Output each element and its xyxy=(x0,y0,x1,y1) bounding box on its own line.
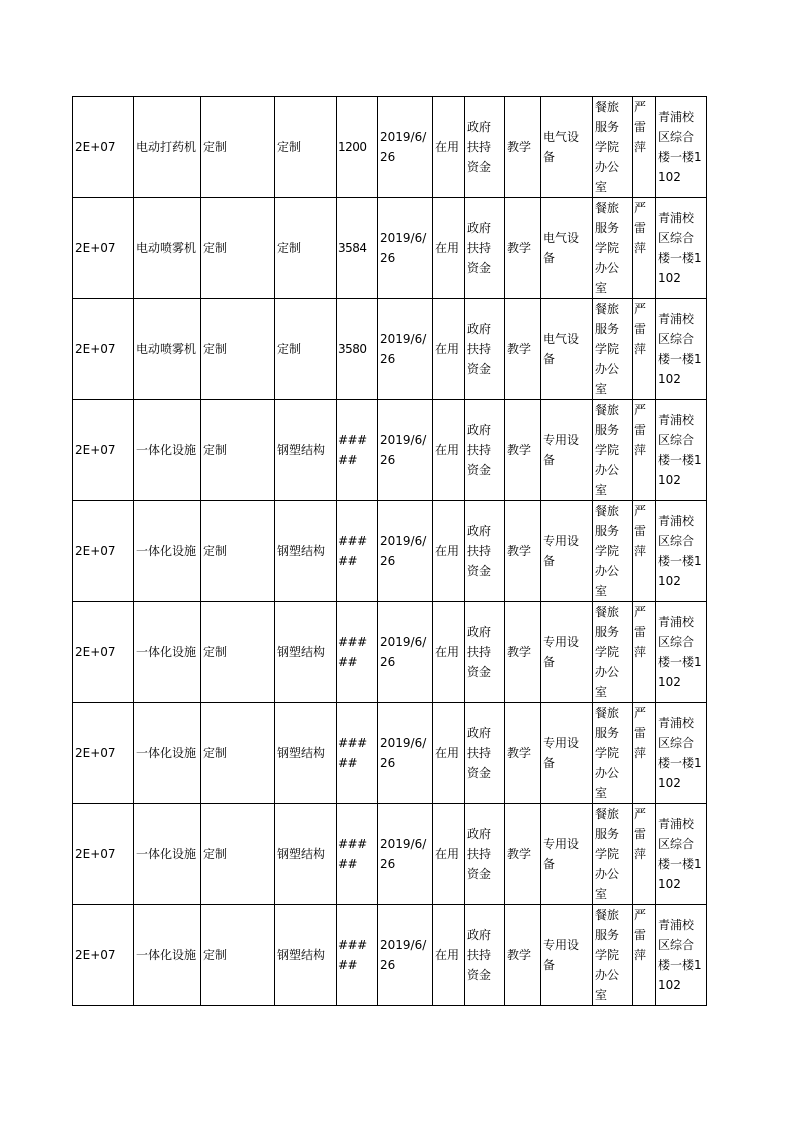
custodian-cell: 严雷萍 xyxy=(633,501,656,602)
status-cell: 在用 xyxy=(433,400,465,501)
department-cell: 餐旅服务学院办公室 xyxy=(593,97,633,198)
category-cell: 专用设备 xyxy=(541,804,593,905)
date-cell: 2019/6/26 xyxy=(378,97,433,198)
table-row xyxy=(73,804,707,905)
asset-name-cell: 一体化设施 xyxy=(134,905,201,1006)
table-body xyxy=(73,97,707,1006)
fund-source-cell: 政府扶持资金 xyxy=(465,299,505,400)
table-row xyxy=(73,198,707,299)
department-cell: 餐旅服务学院办公室 xyxy=(593,804,633,905)
date-cell: 2019/6/26 xyxy=(378,703,433,804)
custodian-cell: 严雷萍 xyxy=(633,299,656,400)
brand-cell: 定制 xyxy=(201,299,275,400)
asset-name-cell: 一体化设施 xyxy=(134,501,201,602)
status-cell: 在用 xyxy=(433,299,465,400)
asset-code-cell: 2E+07 xyxy=(73,804,134,905)
date-cell: 2019/6/26 xyxy=(378,198,433,299)
asset-code-cell: 2E+07 xyxy=(73,905,134,1006)
location-cell: 青浦校区综合楼一楼1102 xyxy=(656,703,707,804)
location-cell: 青浦校区综合楼一楼1102 xyxy=(656,198,707,299)
fund-source-cell: 政府扶持资金 xyxy=(465,905,505,1006)
model-cell: 定制 xyxy=(275,299,337,400)
category-cell: 专用设备 xyxy=(541,905,593,1006)
department-cell: 餐旅服务学院办公室 xyxy=(593,400,633,501)
table-row xyxy=(73,97,707,198)
price-cell: 3580 xyxy=(337,299,378,400)
usage-cell: 教学 xyxy=(505,905,541,1006)
price-cell: ##### xyxy=(337,602,378,703)
location-cell: 青浦校区综合楼一楼1102 xyxy=(656,299,707,400)
category-cell: 专用设备 xyxy=(541,400,593,501)
brand-cell: 定制 xyxy=(201,602,275,703)
department-cell: 餐旅服务学院办公室 xyxy=(593,703,633,804)
status-cell: 在用 xyxy=(433,703,465,804)
department-cell: 餐旅服务学院办公室 xyxy=(593,198,633,299)
location-cell: 青浦校区综合楼一楼1102 xyxy=(656,501,707,602)
brand-cell: 定制 xyxy=(201,804,275,905)
price-cell: ##### xyxy=(337,905,378,1006)
date-cell: 2019/6/26 xyxy=(378,602,433,703)
price-cell: ##### xyxy=(337,501,378,602)
usage-cell: 教学 xyxy=(505,299,541,400)
status-cell: 在用 xyxy=(433,97,465,198)
department-cell: 餐旅服务学院办公室 xyxy=(593,501,633,602)
location-cell: 青浦校区综合楼一楼1102 xyxy=(656,602,707,703)
custodian-cell: 严雷萍 xyxy=(633,905,656,1006)
status-cell: 在用 xyxy=(433,501,465,602)
asset-name-cell: 一体化设施 xyxy=(134,703,201,804)
brand-cell: 定制 xyxy=(201,400,275,501)
custodian-cell: 严雷萍 xyxy=(633,198,656,299)
asset-code-cell: 2E+07 xyxy=(73,703,134,804)
table-row xyxy=(73,703,707,804)
fund-source-cell: 政府扶持资金 xyxy=(465,804,505,905)
department-cell: 餐旅服务学院办公室 xyxy=(593,602,633,703)
usage-cell: 教学 xyxy=(505,198,541,299)
fund-source-cell: 政府扶持资金 xyxy=(465,501,505,602)
brand-cell: 定制 xyxy=(201,198,275,299)
usage-cell: 教学 xyxy=(505,400,541,501)
asset-name-cell: 电动喷雾机 xyxy=(134,299,201,400)
location-cell: 青浦校区综合楼一楼1102 xyxy=(656,97,707,198)
department-cell: 餐旅服务学院办公室 xyxy=(593,905,633,1006)
fund-source-cell: 政府扶持资金 xyxy=(465,97,505,198)
asset-table xyxy=(72,96,707,1006)
table-row xyxy=(73,299,707,400)
price-cell: ##### xyxy=(337,804,378,905)
model-cell: 钢塑结构 xyxy=(275,501,337,602)
table-row xyxy=(73,602,707,703)
price-cell: ##### xyxy=(337,703,378,804)
model-cell: 钢塑结构 xyxy=(275,905,337,1006)
date-cell: 2019/6/26 xyxy=(378,400,433,501)
date-cell: 2019/6/26 xyxy=(378,501,433,602)
asset-code-cell: 2E+07 xyxy=(73,299,134,400)
table-row xyxy=(73,501,707,602)
date-cell: 2019/6/26 xyxy=(378,299,433,400)
price-cell: 3584 xyxy=(337,198,378,299)
department-cell: 餐旅服务学院办公室 xyxy=(593,299,633,400)
asset-code-cell: 2E+07 xyxy=(73,602,134,703)
brand-cell: 定制 xyxy=(201,703,275,804)
asset-name-cell: 一体化设施 xyxy=(134,804,201,905)
location-cell: 青浦校区综合楼一楼1102 xyxy=(656,400,707,501)
usage-cell: 教学 xyxy=(505,703,541,804)
asset-code-cell: 2E+07 xyxy=(73,97,134,198)
custodian-cell: 严雷萍 xyxy=(633,703,656,804)
custodian-cell: 严雷萍 xyxy=(633,804,656,905)
table-row xyxy=(73,400,707,501)
status-cell: 在用 xyxy=(433,198,465,299)
usage-cell: 教学 xyxy=(505,602,541,703)
category-cell: 电气设备 xyxy=(541,299,593,400)
model-cell: 钢塑结构 xyxy=(275,703,337,804)
category-cell: 电气设备 xyxy=(541,198,593,299)
brand-cell: 定制 xyxy=(201,501,275,602)
asset-name-cell: 一体化设施 xyxy=(134,400,201,501)
brand-cell: 定制 xyxy=(201,905,275,1006)
asset-name-cell: 电动喷雾机 xyxy=(134,198,201,299)
usage-cell: 教学 xyxy=(505,97,541,198)
category-cell: 专用设备 xyxy=(541,703,593,804)
model-cell: 定制 xyxy=(275,198,337,299)
price-cell: ##### xyxy=(337,400,378,501)
brand-cell: 定制 xyxy=(201,97,275,198)
model-cell: 钢塑结构 xyxy=(275,602,337,703)
asset-name-cell: 一体化设施 xyxy=(134,602,201,703)
fund-source-cell: 政府扶持资金 xyxy=(465,198,505,299)
model-cell: 钢塑结构 xyxy=(275,400,337,501)
status-cell: 在用 xyxy=(433,804,465,905)
usage-cell: 教学 xyxy=(505,804,541,905)
model-cell: 定制 xyxy=(275,97,337,198)
status-cell: 在用 xyxy=(433,905,465,1006)
fund-source-cell: 政府扶持资金 xyxy=(465,400,505,501)
table-row xyxy=(73,905,707,1006)
category-cell: 专用设备 xyxy=(541,501,593,602)
asset-code-cell: 2E+07 xyxy=(73,400,134,501)
custodian-cell: 严雷萍 xyxy=(633,97,656,198)
date-cell: 2019/6/26 xyxy=(378,905,433,1006)
status-cell: 在用 xyxy=(433,602,465,703)
location-cell: 青浦校区综合楼一楼1102 xyxy=(656,804,707,905)
fund-source-cell: 政府扶持资金 xyxy=(465,703,505,804)
asset-name-cell: 电动打药机 xyxy=(134,97,201,198)
price-cell: 1200 xyxy=(337,97,378,198)
usage-cell: 教学 xyxy=(505,501,541,602)
fund-source-cell: 政府扶持资金 xyxy=(465,602,505,703)
model-cell: 钢塑结构 xyxy=(275,804,337,905)
location-cell: 青浦校区综合楼一楼1102 xyxy=(656,905,707,1006)
custodian-cell: 严雷萍 xyxy=(633,400,656,501)
custodian-cell: 严雷萍 xyxy=(633,602,656,703)
category-cell: 电气设备 xyxy=(541,97,593,198)
category-cell: 专用设备 xyxy=(541,602,593,703)
date-cell: 2019/6/26 xyxy=(378,804,433,905)
asset-code-cell: 2E+07 xyxy=(73,501,134,602)
asset-code-cell: 2E+07 xyxy=(73,198,134,299)
